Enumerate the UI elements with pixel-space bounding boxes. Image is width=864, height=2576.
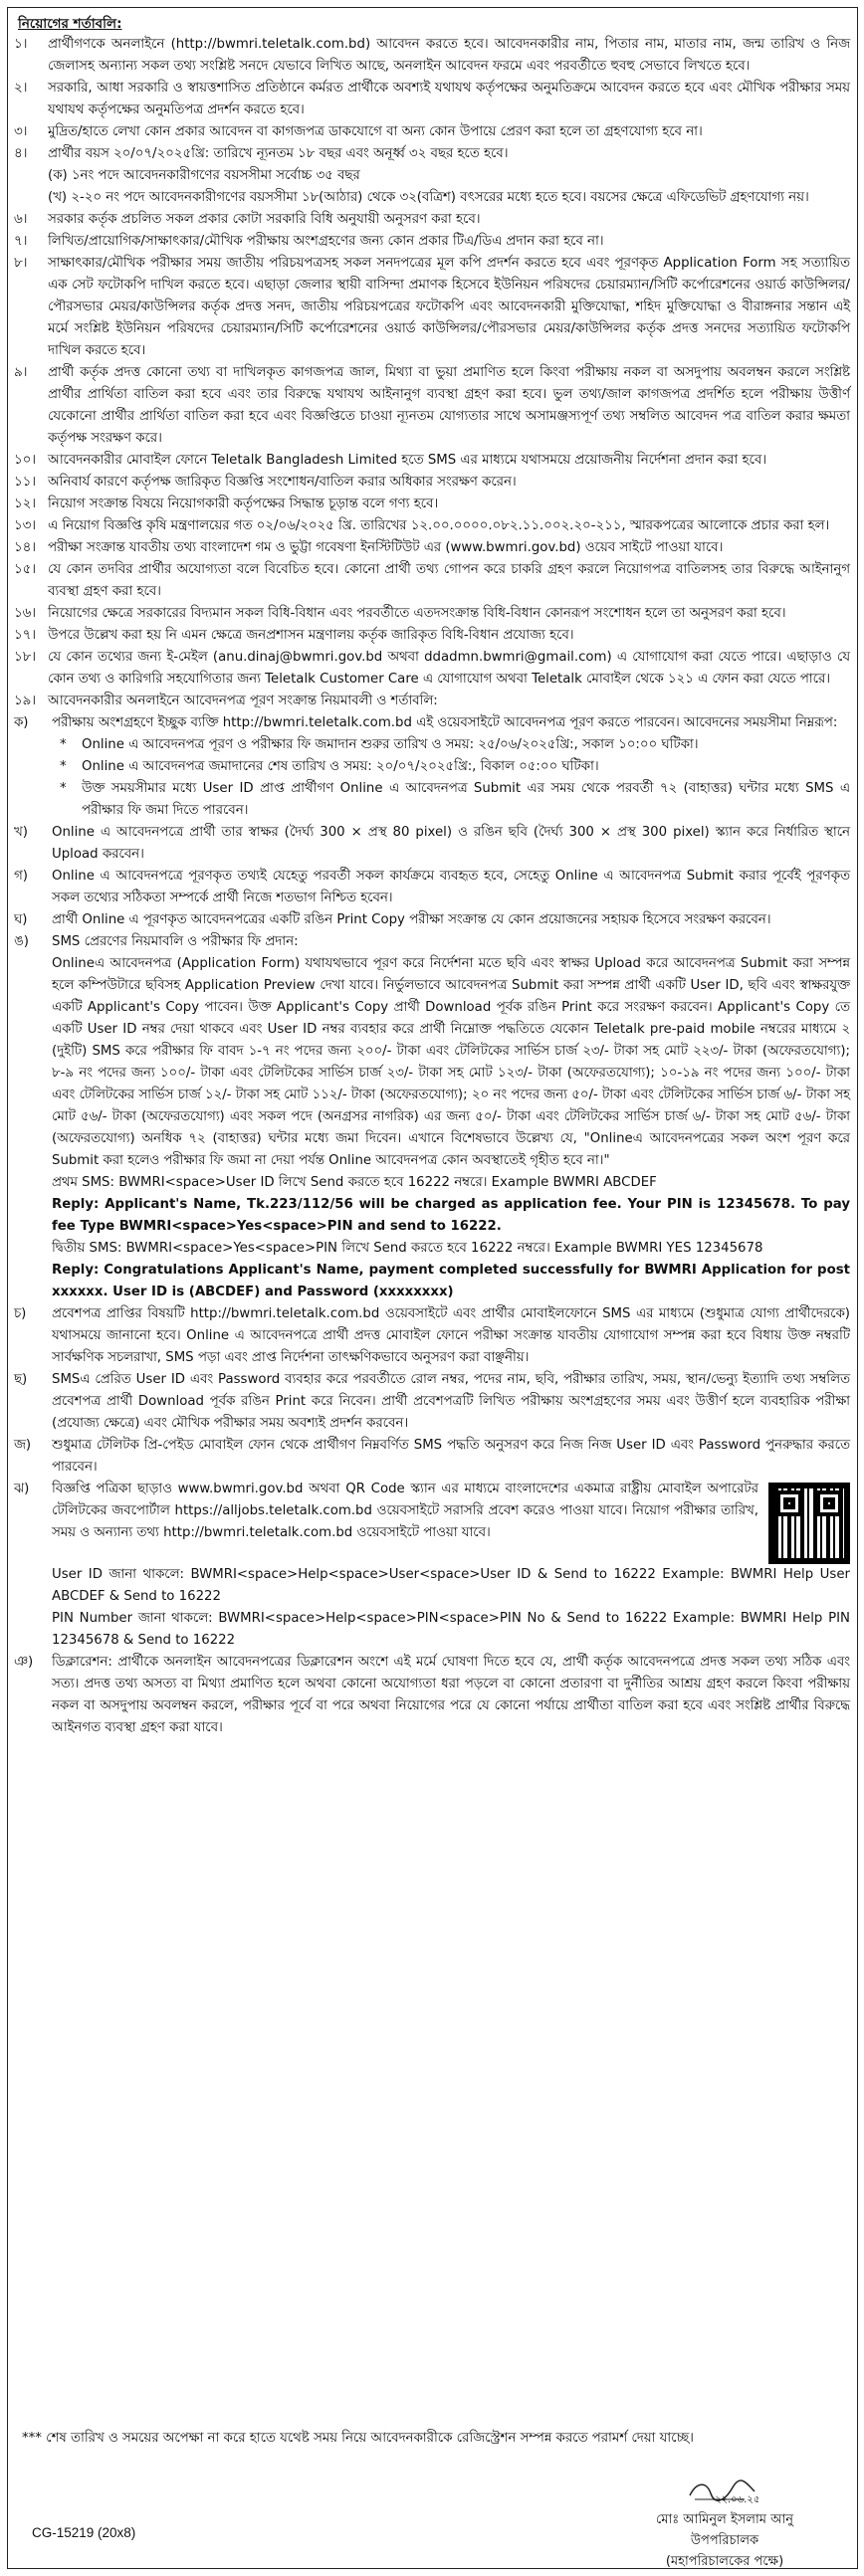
qr-sub-item: ঝ) বিজ্ঞপ্তি পত্রিকা ছাড়াও www.bwmri.gov.bd অথবা QR Code স্ক্যান এর মাধ্যমে বাংলাদেশের একমাত্র রাষ্ট্রীয় মোবাইল অপারেটর টেলিটকের জবপোর্টাল https://alljobs.teletalk.com.bd ওয়েবসাইটে সরাসরি প্রবেশ করেও পাওয়া যাবে। নিয়োগ পরীক্ষার তারিখ, সময় ও অন্যান্য তথ্য http://bwmri.teletalk.com.bd ওয়েবসাইটে পাওয়া যাবে।: [14, 1479, 850, 1564]
schedule-bullet: * Online এ আবেদনপত্র পূরণ ও পরীক্ষার ফি জমাদান শুরুর তারিখ ও সময়: ২৫/০৬/২০২৫খ্রি:, সকাল ১০:০০ ঘটিকা।: [60, 737, 699, 752]
pin-help: PIN Number জানা থাকলে: BWMRI<space>Help<space>PIN<space>PIN No & Send to 16222 Example: BWMRI Help PIN 12345678 & Send to 16222: [52, 1611, 850, 1648]
condition-item: (খ) ২-২০ নং পদে আবেদনকারীগণের বয়সসীমা ১৮(আঠার) থেকে ৩২(বত্রিশ) বৎসরের মধ্যে হতে হবে। বয়সের ক্ষেত্রে এফিডেভিট গ্রহণযোগ্য নয়।: [48, 190, 809, 205]
condition-item: ১৯। আবেদনকারীর অনলাইনে আবেদনপত্র পূরণ সংক্রান্ত নিয়মাবলী ও শর্তাবলি:: [14, 694, 438, 708]
sms-procedure: Onlineএ আবেদনপত্র (Application Form) যথাযথভাবে পূরণ করে নির্দেশনা মতে ছবি এবং স্বাক্ষর Upload করে আবেদনপত্র Submit করা সম্পন্ন হলে কম্পিউটারে ছবিসহ Application Preview দেখা যাবে। নির্ভুলভাবে আবেদনপত্র Submit করা সম্পন্ন প্রার্থী একটি User ID, ছবি এবং স্বাক্ষরযুক্ত একটি Applicant's Copy পাবেন। উক্ত Applicant's Copy প্রার্থী Download পূর্বক রঙিন Print করে সংরক্ষণ করবেন। Applicant's Copy তে একটি User ID নম্বর দেয়া থাকবে এবং User ID নম্বর ব্যবহার করে প্রার্থী নিম্নোক্ত পদ্ধতিতে যেকোন Teletalk pre-paid mobile নম্বরের মাধ্যমে ২ (দুইটি) SMS করে পরীক্ষার ফি বাবদ ১-৭ নং পদের জন্য ২০০/- টাকা এবং টেলিটকের সার্ভিস চার্জ ২৩/- টাকা সহ মোট ২২৩/- টাকা (অফেরতযোগ্য); ৮-৯ নং পদের জন্য ১০০/- টাকা এবং টেলিটকের সার্ভিস চার্জ ২৩/- টাকা সহ মোট ১২৩/- টাকা (অফেরতযোগ্য); ১০-১৯ নং পদের জন্য ১০০/- টাকা এবং টেলিটকের সার্ভিস চার্জ ১২/- টাকা সহ মোট ১১২/- টাকা (অফেরতযোগ্য); ২০ নং পদের জন্য ৫০/- টাকা এবং টেলিটকের সার্ভিস চার্জ ৬/- টাকা সহ মোট ৫৬/- টাকা (অফেরতযোগ্য) এবং সকল পদে (অনগ্রসর নাগরিক) এর জন্য ৫০/- টাকা এবং টেলিটকের সার্ভিস চার্জ ৬/- টাকা সহ মোট ৫৬/- টাকা (অফেরতযোগ্য) অনধিক ৭২ (বাহাত্তর) ঘন্টার মধ্যে জমা দিবেন। এখানে বিশেষভাবে উল্লেখ্য যে, "Onlineএ আবেদনপত্রের সকল অংশ পূরণ করে Submit করা হলেও পরীক্ষার ফি জমা না দেয়া পর্যন্ত Online আবেদনপত্র কোন অবস্থাতেই গৃহীত হবে না।": [52, 956, 850, 1168]
signatory-behalf: (মহাপরিচালকের পক্ষে): [665, 2554, 784, 2569]
sub-item: ঙ) SMS প্রেরণের নিয়মাবলি ও পরীক্ষার ফি প্রদান:: [14, 934, 299, 949]
condition-item: ৪। প্রার্থীর বয়স ২০/০৭/২০২৫খ্রি: তারিখে ন্যূনতম ১৮ বছর এবং অনূর্ধ্ব ৩২ বছর হতে হবে।: [14, 146, 509, 161]
condition-item: ১৭। উপরে উল্লেখ করা হয় নি এমন ক্ষেত্রে জনপ্রশাসন মন্ত্রণালয় কর্তৃক জারিকৃত বিধি-বিধান প্রযোজ্য হবে।: [14, 628, 574, 643]
condition-item: ১৪। পরীক্ষা সংক্রান্ত যাবতীয় তথ্য বাংলাদেশ গম ও ভুট্টা গবেষণা ইনস্টিটিউট এর (www.bwmri.gov.bd) ওয়েব সাইটে পাওয়া যাবে।: [14, 540, 724, 555]
deadline-advice: *** শেষ তারিখ ও সময়ের অপেক্ষা না করে হাতে যথেষ্ট সময় নিয়ে আবেদনকারীকে রেজিস্ট্রেশন সম্পন্ন করতে পরামর্শ দেয়া যাচ্ছে।: [22, 2431, 694, 2446]
condition-item: ১৬। নিয়োগের ক্ষেত্রে সরকারের বিদ্যমান সকল বিধি-বিধান এবং পরবর্তীতে এতদসংক্রান্ত বিধি-বিধান কোনরূপ সংশোধন হলে তা অনুসরণ করা হবে।: [14, 606, 786, 621]
schedule-bullet: * উক্ত সময়সীমার মধ্যে User ID প্রাপ্ত প্রার্থীগণ Online এ আবেদনপত্র Submit এর সময় থেকে পরবর্তী ৭২ (বাহাত্তর) ঘন্টার মধ্যে SMS এ পরীক্ষার ফি জমা দিতে পারবেন।: [60, 781, 850, 818]
signature-block: [605, 2477, 844, 2572]
sub-item: গ) Online এ আবেদনপত্রে পূরণকৃত তথ্যই যেহেতু পরবর্তী সকল কার্যক্রমে ব্যবহৃত হবে, সেহেতু Online এ আবেদনপত্র Submit করার পূর্বেই পূরণকৃত সকল তথ্যের সঠিকতা সম্পর্কে প্রার্থী নিজে শতভাগ নিশ্চিত হবেন।: [14, 869, 850, 905]
condition-item: ১০। আবেদনকারীর মোবাইল ফোনে Teletalk Bangladesh Limited হতে SMS এর মাধ্যমে যথাসময়ে প্রয়োজনীয় নির্দেশনা প্রদান করা হবে।: [14, 453, 766, 468]
sms-reply: Reply: Applicant's Name, Tk.223/112/56 will be charged as application fee. Your PIN is 12345678. To pay fee Type BWMRI<space>Yes<space>PIN and send to 16222.: [52, 1197, 850, 1234]
cg-code: CG-15219 (20x8): [32, 2525, 136, 2540]
condition-item: ৭। লিখিত/প্রায়োগিক/সাক্ষাৎকার/মৌখিক পরীক্ষায় অংশগ্রহণের জন্য কোন প্রকার টিএ/ডিএ প্রদান করা হবে না।: [14, 234, 604, 249]
sub-item: জ) শুধুমাত্র টেলিটক প্রি-পেইড মোবাইল ফোন থেকে প্রার্থীগণ নিম্নবর্ণিত SMS পদ্ধতি অনুসরণ করে নিজ নিজ User ID এবং Password পুনরুদ্ধার করতে পারবেন।: [14, 1438, 850, 1475]
condition-item: ৩। মুদ্রিত/হাতে লেখা কোন প্রকার আবেদন বা কাগজপত্র ডাকযোগে বা অন্য কোন উপায়ে প্রেরণ করা হলে তা গ্রহণযোগ্য হবে না।: [14, 124, 703, 139]
schedule-bullet: * Online এ আবেদনপত্র জমাদানের শেষ তারিখ ও সময়: ২০/০৭/২০২৫খ্রি:, বিকাল ০৫:০০ ঘটিকা।: [60, 759, 599, 774]
sub-item: ছ) SMSএ প্রেরিত User ID এবং Password ব্যবহার করে পরবর্তীতে রোল নম্বর, পদের নাম, ছবি, পরীক্ষার তারিখ, সময়, স্থান/ভেন্যু ইত্যাদি তথ্য সম্বলিত প্রবেশপত্র প্রার্থী Download পূর্বক রঙিন Print করে নিবেন। প্রার্থী প্রবেশপত্রটি লিখিত পরীক্ষায় অংশগ্রহণের সময় এবং উত্তীর্ণ হলে ব্যবহারিক পরীক্ষা (প্রযোজ্য ক্ষেত্রে) এবং মৌখিক পরীক্ষার সময় অবশ্যই প্রদর্শন করবেন।: [14, 1372, 850, 1431]
signature-date: ২২.০৬.২৫: [715, 2494, 760, 2505]
condition-item: ২। সরকারি, আধা সরকারি ও স্বায়ত্তশাসিত প্রতিষ্ঠানে কর্মরত প্রার্থীকে অবশ্যই যথাযথ কর্তৃপক্ষের অনুমতিক্রমে আবেদন করতে হবে এবং মৌখিক পরীক্ষার সময় যথাযথ কর্তৃপক্ষের অনুমতিপত্র প্রদর্শন করতে হবে।: [14, 81, 850, 117]
sms-second: দ্বিতীয় SMS: BWMRI<space>Yes<space>PIN লিখে Send করতে হবে 16222 নম্বরে। Example BWMRI YES 12345678: [52, 1241, 763, 1256]
signatory-title: উপপরিচালক: [690, 2533, 759, 2548]
sub-item: চ) প্রবেশপত্র প্রাপ্তির বিষয়টি http://bwmri.teletalk.com.bd ওয়েবসাইটে এবং প্রার্থীর মোবাইলফোনে SMS এর মাধ্যমে (শুধুমাত্র যোগ্য প্রার্থীদেরকে) যথাসময়ে জানানো হবে। Online এ আবেদনপত্রে প্রার্থী প্রদত্ত মোবাইল ফোনে পরীক্ষা সংক্রান্ত যাবতীয় যোগাযোগ সম্পন্ন করা হবে বিধায় উক্ত নম্বরটি সার্বক্ষণিক সচলরাখা, SMS পড়া এবং প্রাপ্ত নির্দেশনা তাৎক্ষণিকভাবে অনুসরণ করা বাঞ্ছনীয়।: [14, 1306, 851, 1365]
condition-item: ১৩। এ নিয়োগ বিজ্ঞপ্তি কৃষি মন্ত্রণালয়ের গত ০২/০৬/২০২৫ খ্রি. তারিখের ১২.০০.০০০০.০৮২.১১.০০২.২০-২১১, স্মারকপত্রের আলোকে প্রচার করা হল।: [14, 518, 830, 533]
condition-item: (ক) ১নং পদে আবেদনকারীগণের বয়সসীমা সর্বোচ্চ ৩৫ বছর: [48, 168, 360, 183]
conditions-heading: নিয়োগের শর্তাবলি:: [18, 16, 122, 32]
condition-item: ১২। নিয়োগ সংক্রান্ত বিষয়ে নিয়োগকারী কর্তৃপক্ষের সিদ্ধান্ত চূড়ান্ত বলে গণ্য হবে।: [14, 496, 439, 511]
conditions-list: [14, 34, 850, 1739]
user-id-help: User ID জানা থাকলে: BWMRI<space>Help<space>User<space>User ID & Send to 16222 Example: BWMRI Help User ABCDEF & Send to 16222: [52, 1567, 850, 1604]
signatory-name: মোঃ আমিনুল ইসলাম আনু: [655, 2512, 794, 2527]
declaration: ঞ) ডিক্লারেশন: প্রার্থীকে অনলাইন আবেদনপত্রের ডিক্লারেশন অংশে এই মর্মে ঘোষণা দিতে হবে যে, প্রার্থী কর্তৃক আবেদনপত্রে প্রদত্ত সকল তথ্য সঠিক এবং সত্য। প্রদত্ত তথ্য অসত্য বা মিথ্যা প্রমাণিত হলে অথবা কোনো অযোগ্যতা ধরা পড়লে বা কোনো প্রতারণা বা দুর্নীতির আশ্রয় গ্রহণ করলে কিংবা পরীক্ষায় নকল বা অসদুপায় অবলম্বন করলে, পরীক্ষার পূর্বে বা পরে অথবা নিয়োগের পরে যে কোনো পর্যায়ে প্রার্থীতা বাতিল করা হবে এবং সংশ্লিষ্ট প্রার্থীর বিরুদ্ধে আইনগত ব্যবস্থা গ্রহণ করা যাবে।: [14, 1655, 850, 1735]
sub-item: ক) পরীক্ষায় অংশগ্রহণে ইচ্ছুক ব্যক্তি http://bwmri.teletalk.com.bd এই ওয়েবসাইটে আবেদনপত্র পূরণ করতে পারবেন। আবেদনের সময়সীমা নিম্নরূপ:: [14, 715, 838, 730]
condition-item: ১৮। যে কোন তথ্যের জন্য ই-মেইল (anu.dinaj@bwmri.gov.bd অথবা ddadmn.bwmri@gmail.com) এ যোগাযোগ করা যেতে পারে। এছাড়াও যে কোন তথ্য ও কারিগরি সহযোগিতার জন্য Teletalk Customer Care এ যোগাযোগ অথবা Teletalk মোবাইল থেকে ১২১ এ ফোন করা যেতে পারে।: [14, 650, 850, 687]
sub-item: খ) Online এ আবেদনপত্রে প্রার্থী তার স্বাক্ষর (দৈর্ঘ্য 300 × প্রস্থ 80 pixel) ও রঙিন ছবি (দৈর্ঘ্য 300 × প্রস্থ 300 pixel) স্ক্যান করে নির্ধারিত স্থানে Upload করবেন।: [14, 825, 850, 862]
condition-item: ১। প্রার্থীগণকে অনলাইনে (http://bwmri.teletalk.com.bd) আবেদন করতে হবে। আবেদনকারীর নাম, পিতার নাম, মাতার নাম, জন্ম তারিখ ও নিজ জেলাসহ অন্যান্য সকল তথ্য সংশ্লিষ্ট সনদে যেভাবে লিখিত আছে, অনলাইন আবেদন ফরমে এবং পরবর্তীতে হুবহু সেভাবে লিখতে হবে।: [14, 37, 850, 74]
qr-code-image: [768, 1483, 850, 1564]
condition-item: ৬। সরকার কর্তৃক প্রচলিত সকল প্রকার কোটা সরকারি বিধি অনুযায়ী অনুসরণ করা হবে।: [14, 212, 481, 227]
notice-document: [7, 7, 858, 2569]
condition-item: ৯। প্রার্থী কর্তৃক প্রদত্ত কোনো তথ্য বা দাখিলকৃত কাগজপত্র জাল, মিথ্যা বা ভুয়া প্রমাণিত হলে কিংবা পরীক্ষায় নকল বা অসদুপায় অবলম্বন করলে সংশ্লিষ্ট প্রার্থীর প্রার্থিতা বাতিল করা হবে এবং তার বিরুদ্ধে যথাযথ আইনানুগ ব্যবস্থা গ্রহণ করা হবে। ভুল তথ্য/জাল কাগজপত্র প্রদর্শিত হলে পরীক্ষায় উত্তীর্ণ যেকোনো প্রার্থীর প্রার্থিতা বাতিল করা হবে এবং বিজ্ঞপ্তিতে চাওয়া ন্যূনতম যোগ্যতার সাথে অসামঞ্জস্যপূর্ণ তথ্য সম্বলিত আবেদন পত্র বাতিল করার ক্ষমতা কর্তৃপক্ষ সংরক্ষণ করে।: [14, 365, 850, 446]
condition-item: ১৫। যে কোন তদবির প্রার্থীর অযোগ্যতা বলে বিবেচিত হবে। কোনো প্রার্থী তথ্য গোপন করে চাকরি গ্রহণ করলে নিয়োগপত্র বাতিলসহ তার বিরুদ্ধে আইনানুগ ব্যবস্থা গ্রহণ করা হবে।: [14, 562, 850, 599]
sub-item: ঘ) প্রার্থী Online এ পূরণকৃত আবেদনপত্রের একটি রঙিন Print Copy পরীক্ষা সংক্রান্ত যে কোন প্রয়োজনের সহায়ক হিসেবে সংরক্ষণ করবেন।: [14, 912, 771, 927]
sms-reply: Reply: Congratulations Applicant's Name, payment completed successfully for BWMRI Application for post xxxxxx. User ID is (ABCDEF) and Password (xxxxxxxx): [52, 1263, 850, 1299]
sms-first: প্রথম SMS: BWMRI<space>User ID লিখে Send করতে হবে 16222 নম্বরে। Example BWMRI ABCDEF: [52, 1175, 657, 1190]
condition-item: ৮। সাক্ষাৎকার/মৌখিক পরীক্ষার সময় জাতীয় পরিচয়পত্রসহ সকল সনদপত্রের মূল কপি প্রদর্শন করতে হবে এবং পূরণকৃত Application Form সহ সত্যায়িত এক সেট ফটোকপি দাখিল করতে হবে। এছাড়া জেলার স্থায়ী বাসিন্দা প্রমাণক হিসেবে ইউনিয়ন পরিষদের চেয়ারম্যান/সিটি কর্পোরেশনের ওয়ার্ড কাউন্সিলর/পৌরসভার মেয়র/কাউন্সিলর কর্তৃক প্রদত্ত সনদ, জাতীয় পরিচয়পত্রের ফটোকপি এবং আবেদনকারী মুক্তিযোদ্ধা, শহিদ মুক্তিযোদ্ধা ও বীরাঙ্গনার সন্তান এই মর্মে সংশ্লিষ্ট ইউনিয়ন পরিষদের চেয়ারম্যান/সিটি কর্পোরেশনের ওয়ার্ড কাউন্সিলর/পৌরসভার মেয়র/কাউন্সিলর কর্তৃক প্রদত্ত সনদের সত্যায়িত ফটোকপি দাখিল করতে হবে।: [14, 256, 850, 358]
condition-item: ১১। অনিবার্য কারণে কর্তৃপক্ষ জারিকৃত বিজ্ঞপ্তি সংশোধন/বাতিল করার অধিকার সংরক্ষণ করেন।: [14, 475, 517, 490]
signature-mark: [605, 2477, 844, 2509]
